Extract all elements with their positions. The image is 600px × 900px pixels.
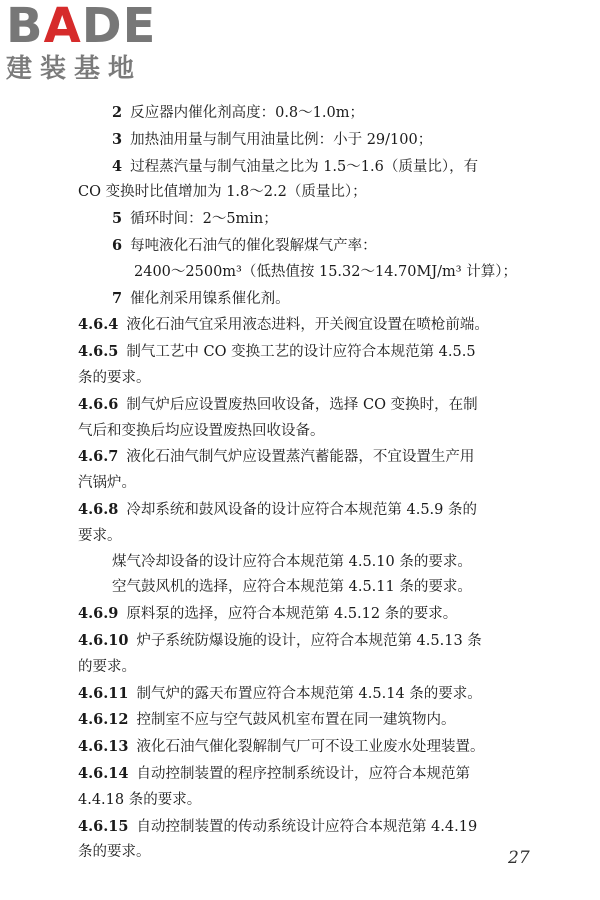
- text-line: [78, 366, 548, 392]
- line-text: CO 变换时比值增加为 1.8～2.2（质量比）；: [78, 184, 367, 201]
- text-line: [78, 419, 548, 445]
- line-text: 2400～2500m³（低热值按 15.32～14.70MJ/m³ 计算）；: [134, 263, 517, 280]
- line-text: 催化剂采用镍系催化剂。: [130, 290, 290, 307]
- line-text: 制气工艺中 CO 变换工艺的设计应符合本规范第 4.5.5: [126, 344, 476, 361]
- item-number: 4.6.6: [78, 395, 119, 413]
- text-line: [78, 233, 548, 260]
- line-text: 循环时间：2～5min；: [130, 211, 278, 228]
- logo-subtitle: 建装基地: [6, 54, 143, 84]
- text-line: [78, 761, 548, 788]
- text-line: [78, 154, 548, 181]
- text-line: [78, 814, 548, 841]
- line-text: 汽锅炉。: [78, 475, 136, 492]
- line-text: 原料泵的选择，应符合本规范第 4.5.12 条的要求。: [126, 606, 458, 623]
- page-number: 27: [508, 848, 530, 868]
- text-line: [78, 575, 548, 601]
- line-text: 煤气冷却设备的设计应符合本规范第 4.5.10 条的要求。: [112, 553, 472, 570]
- text-line: [78, 681, 548, 708]
- item-number: 2: [112, 104, 123, 121]
- item-number: 4.6.9: [78, 605, 119, 623]
- item-number: 5: [112, 210, 123, 228]
- text-line: [78, 840, 548, 866]
- text-line: [78, 392, 548, 419]
- line-text: 过程蒸汽量与制气油量之比为 1.5～1.6（质量比），有: [130, 158, 479, 175]
- logo-mark: BADE: [6, 0, 157, 54]
- text-line: [78, 707, 548, 734]
- brand-logo: [6, 2, 174, 88]
- line-text: 4.4.18 条的要求。: [78, 791, 202, 808]
- line-text: 条的要求。: [78, 844, 151, 861]
- text-line: [78, 260, 548, 286]
- text-line: [78, 312, 548, 339]
- document-body: [78, 100, 548, 866]
- text-line: [78, 497, 548, 524]
- line-text: 空气鼓风机的选择，应符合本规范第 4.5.11 条的要求。: [112, 579, 472, 596]
- item-number: 4.6.5: [78, 343, 119, 361]
- text-line: [78, 471, 548, 497]
- text-line: [78, 734, 548, 761]
- item-number: 6: [112, 236, 123, 254]
- line-text: 炉子系统防爆设施的设计，应符合本规范第 4.5.13 条: [136, 632, 482, 649]
- text-line: [78, 655, 548, 681]
- line-text: 制气炉后应设置废热回收设备，选择 CO 变换时，在制: [126, 396, 478, 413]
- text-line: [78, 100, 548, 127]
- text-line: [78, 180, 548, 206]
- line-text: 条的要求。: [78, 369, 151, 386]
- item-number: 4.6.8: [78, 500, 119, 518]
- line-text: 制气炉的露天布置应符合本规范第 4.5.14 条的要求。: [136, 685, 482, 702]
- line-text: 冷却系统和鼓风设备的设计应符合本规范第 4.5.9 条的: [126, 501, 477, 518]
- text-line: [78, 628, 548, 655]
- item-number: 4.6.14: [78, 764, 129, 782]
- item-number: 4.6.7: [78, 448, 119, 466]
- item-number: 4.6.11: [78, 684, 129, 702]
- line-text: 要求。: [78, 527, 122, 544]
- text-line: [78, 550, 548, 576]
- item-number: 4: [112, 157, 123, 175]
- item-number: 4.6.4: [78, 316, 119, 334]
- line-text: 每吨液化石油气的催化裂解煤气产率：: [130, 237, 377, 254]
- item-number: 4.6.13: [78, 738, 129, 756]
- text-line: [78, 601, 548, 628]
- text-line: [78, 339, 548, 366]
- text-line: [78, 524, 548, 550]
- line-text: 的要求。: [78, 658, 136, 675]
- item-number: 4.6.12: [78, 711, 129, 729]
- text-line: [78, 206, 548, 233]
- text-line: [78, 788, 548, 814]
- text-line: [78, 444, 548, 471]
- item-number: 4.6.15: [78, 817, 129, 835]
- text-line: [78, 286, 548, 313]
- item-number: 4.6.10: [78, 631, 129, 649]
- line-text: 液化石油气催化裂解制气厂可不设工业废水处理装置。: [136, 739, 485, 756]
- item-number: 7: [112, 289, 123, 307]
- line-text: 自动控制装置的传动系统设计应符合本规范第 4.4.19: [136, 818, 478, 835]
- line-text: 液化石油气宜采用液态进料，开关阀宜设置在喷枪前端。: [126, 317, 489, 334]
- line-text: 加热油用量与制气用油量比例：小于 29/100；: [130, 131, 433, 148]
- line-text: 自动控制装置的程序控制系统设计，应符合本规范第: [136, 765, 470, 782]
- line-text: 反应器内催化剂高度：0.8～1.0m；: [130, 105, 364, 121]
- line-text: 气后和变换后均应设置废热回收设备。: [78, 422, 325, 439]
- line-text: 控制室不应与空气鼓风机室布置在同一建筑物内。: [136, 712, 456, 729]
- text-line: [78, 127, 548, 154]
- line-text: 液化石油气制气炉应设置蒸汽蓄能器，不宜设置生产用: [126, 449, 475, 466]
- item-number: 3: [112, 130, 123, 148]
